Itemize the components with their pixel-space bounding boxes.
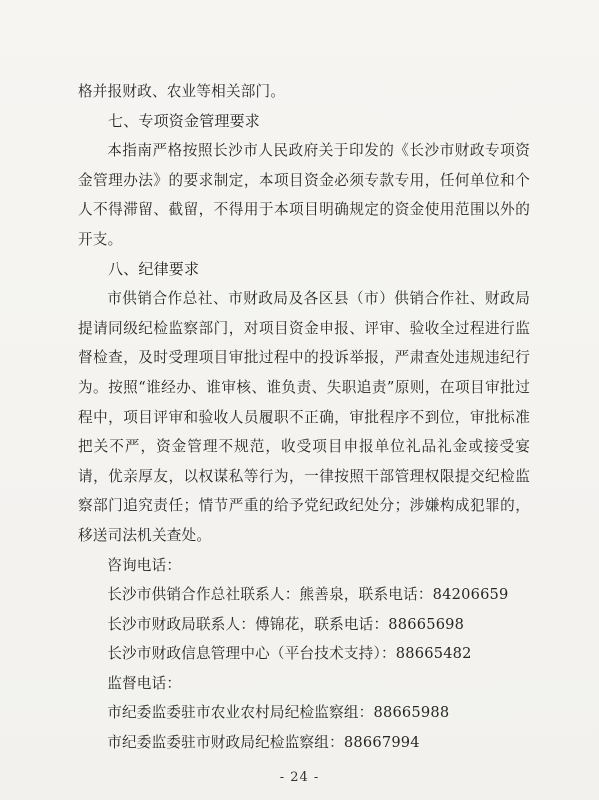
section-body-7: 本指南严格按照长沙市人民政府关于印发的《长沙市财政专项资金管理办法》的要求制定，本项目资金必须专款专用，任何单位和个人不得滞留、截留，不得用于本项目明确规定的资金使用范围以外的开支。 xyxy=(78,142,530,248)
section-heading-7: 七、专项资金管理要求 xyxy=(108,111,261,130)
consult-contact-line: 长沙市财政局联系人：傅锦花，联系电话：88665698 xyxy=(107,615,465,633)
consult-contact-line: 长沙市供销合作总社联系人：熊善泉，联系电话：84206659 xyxy=(107,586,509,604)
consult-phone-label: 咨询电话： xyxy=(107,556,182,574)
section-body-8: 市供销合作总社、市财政局及各区县（市）供销合作社、财政局提请同级纪检监察部门，对项目资金申报、评审、验收全过程进行监督检查，及时受理项目审批过程中的投诉举报，严肃查处违规违纪行为。按照“谁经办、谁审核、谁负责、失职追责”原则，在项目审批过程中，项目评审和验收人员履职不正确，审批程序不到位，审批标准把关不严，资金管理不规范，收受项目申报单位礼品礼金或接受宴请，优亲厚友，以权谋私等行为，一律按照干部管理权限提交纪检监察部门追究责任；情节严重的给予党纪政纪处分；涉嫌构成犯罪的，移送司法机关查处。 xyxy=(78,290,530,544)
consult-contact-line: 长沙市财政信息管理中心（平台技术支持）：88665482 xyxy=(107,645,472,663)
supervise-phone-label: 监督电话： xyxy=(107,674,182,692)
page-number: - 24 - xyxy=(279,770,320,785)
document-body xyxy=(78,77,530,758)
section-heading-8: 八、纪律要求 xyxy=(108,259,200,278)
continuation-text: 格并报财政、农业等相关部门。 xyxy=(78,83,286,100)
supervise-contact-line: 市纪委监委驻市农业农村局纪检监察组：88665988 xyxy=(107,704,450,722)
supervise-contact-line: 市纪委监委驻市财政局纪检监察组：88667994 xyxy=(107,734,420,752)
